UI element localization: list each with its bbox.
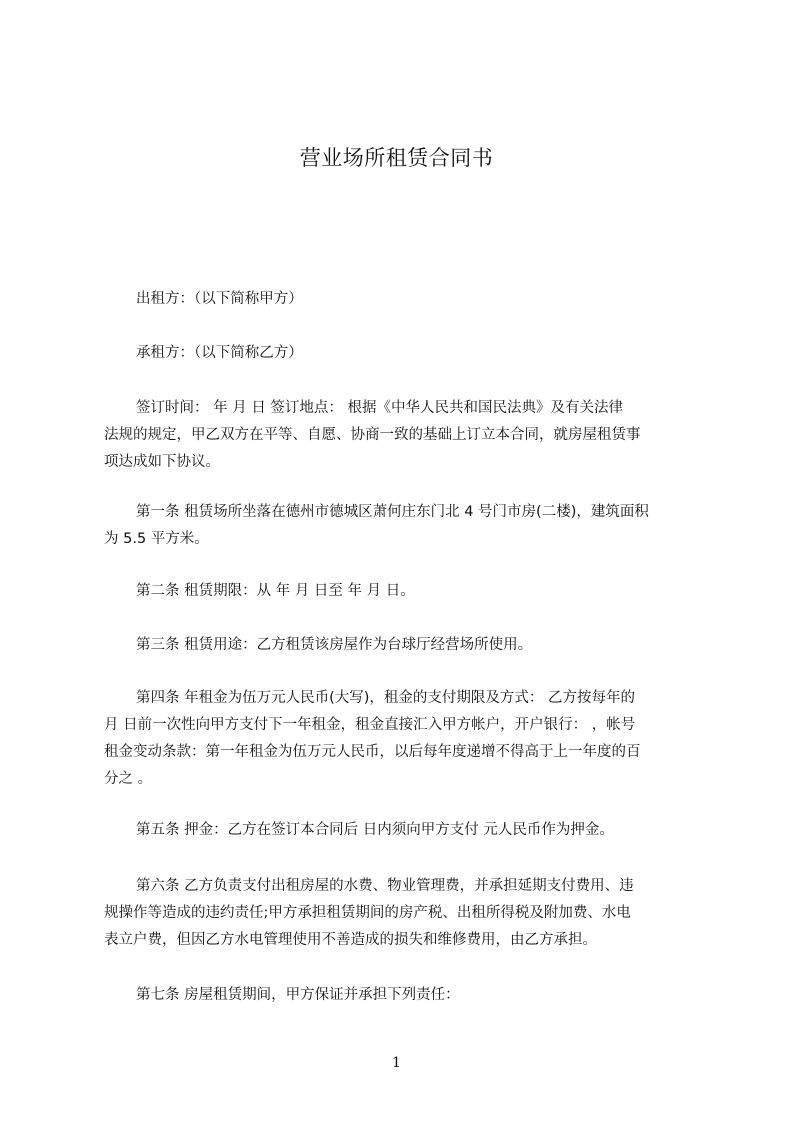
paragraph-line: 租金变动条款：第一年租金为伍万元人民币，以后每年度递增不得高于上一年度的百	[104, 744, 641, 760]
paragraph-article-3	[104, 632, 704, 659]
paragraph-line: 出租方：（以下简称甲方）	[136, 291, 303, 307]
paragraph-line: 签订时间： 年 月 日 签订地点： 根据《中华人民共和国民法典》及有关法律	[136, 400, 624, 416]
paragraph-line: 第六条 乙方负责支付出租房屋的水费、物业管理费，并承担延期支付费用、违	[136, 878, 634, 894]
paragraph-line: 为 5.5 平方米。	[104, 531, 209, 547]
paragraph-line: 法规的规定，甲乙双方在平等、自愿、协商一致的基础上订立本合同，就房屋租赁事	[104, 427, 641, 443]
paragraph-line: 第三条 租赁用途：乙方租赁该房屋作为台球厅经营场所使用。	[136, 637, 533, 653]
paragraph-line: 承租方：（以下简称乙方）	[136, 345, 303, 361]
paragraph-signing	[104, 395, 704, 476]
paragraph-line: 第一条 租赁场所坐落在德州市德城区萧何庄东门北 4 号门市房(二楼)，建筑面积	[136, 504, 649, 520]
paragraph-line: 第四条 年租金为伍万元人民币(大写)，租金的支付期限及方式： 乙方按每年的	[136, 690, 636, 706]
paragraph-line: 第五条 押金：乙方在签订本合同后 日内须向甲方支付 元人民币作为押金。	[136, 822, 614, 838]
page-number: 1	[392, 1055, 401, 1071]
paragraph-line: 第二条 租赁期限：从 年 月 日至 年 月 日。	[136, 583, 415, 599]
paragraph-line: 第七条 房屋租赁期间，甲方保证并承担下列责任：	[136, 987, 460, 1003]
paragraph-line: 表立户费，但因乙方水电管理使用不善造成的损失和维修费用，由乙方承担。	[104, 932, 597, 948]
paragraph-article-4	[104, 685, 704, 793]
paragraph-article-6	[104, 873, 704, 954]
paragraph-line: 项达成如下协议。	[104, 454, 220, 470]
paragraph-lessor	[104, 286, 704, 313]
paragraph-lessee	[104, 340, 704, 367]
paragraph-line: 分之 。	[104, 771, 153, 787]
paragraph-line: 月 日前一次性向甲方支付下一年租金，租金直接汇入甲方帐户，开户银行： ，帐号	[104, 717, 636, 733]
paragraph-article-7	[104, 982, 704, 1009]
paragraph-article-5	[104, 817, 704, 844]
paragraph-article-1	[104, 499, 704, 553]
paragraph-article-2	[104, 578, 704, 605]
paragraph-line: 规操作等造成的违约责任;甲方承担租赁期间的房产税、出租所得税及附加费、水电	[104, 905, 631, 921]
document-title: 营业场所租赁合同书	[299, 146, 494, 170]
